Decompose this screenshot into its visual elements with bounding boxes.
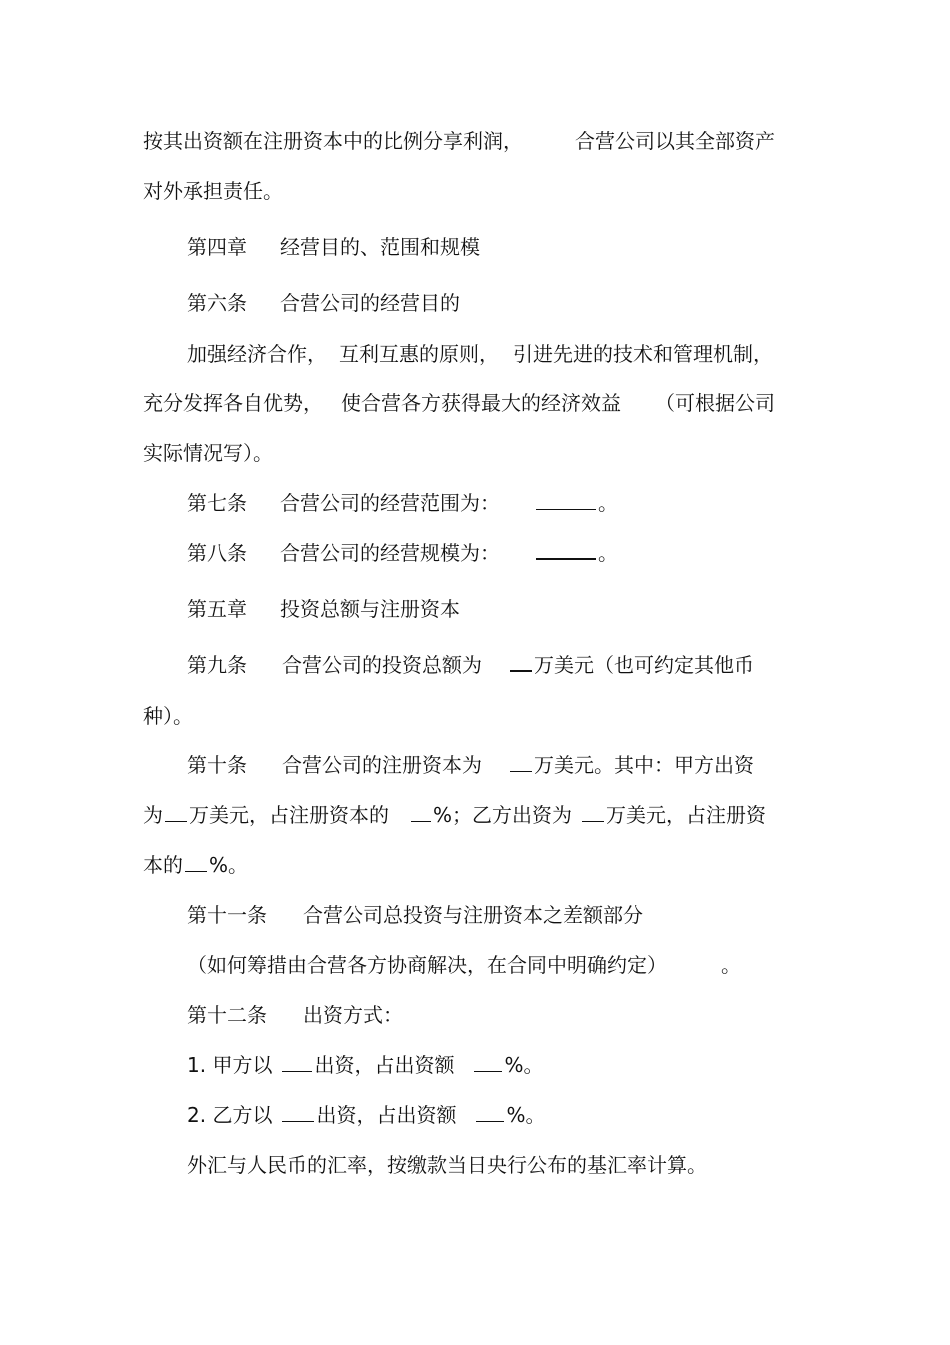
chapter-label: 第四章 <box>187 235 247 259</box>
text-segment: 出资，占出资额 <box>314 1053 455 1077</box>
fill-in-blank <box>536 491 596 510</box>
paragraph-line: 外汇与人民币的汇率，按缴款当日央行公布的基汇率计算。 <box>187 1153 707 1177</box>
text-segment: 万美元。其中：甲方出资 <box>534 753 754 777</box>
paragraph-line: 对外承担责任。 <box>143 179 283 203</box>
paragraph-line <box>143 128 775 154</box>
text-segment: 为 <box>143 803 163 827</box>
article-label: 第十一条 <box>187 903 267 927</box>
text-segment: 2. 乙方以 <box>187 1103 273 1127</box>
fill-in-blank <box>411 803 431 822</box>
fill-in-blank <box>582 803 604 822</box>
text-segment: 使合营各方获得最大的经济效益 <box>341 391 621 415</box>
article-line <box>187 902 643 928</box>
text-segment: （可根据公司 <box>655 391 775 415</box>
article-line <box>187 1002 403 1028</box>
article-label: 第十二条 <box>187 1003 267 1027</box>
text-segment: 合营公司的投资总额为 <box>282 653 482 677</box>
text-segment: 出资方式： <box>303 1003 403 1027</box>
text-segment: 合营公司的经营范围为： <box>280 491 500 515</box>
fill-in-blank <box>282 1053 312 1072</box>
text-segment: 引进先进的技术和管理机制， <box>513 342 773 366</box>
fill-in-blank <box>165 803 187 822</box>
text-segment: 合营公司的注册资本为 <box>282 753 482 777</box>
fill-in-blank <box>476 1103 504 1122</box>
text-segment: 1. 甲方以 <box>187 1053 273 1077</box>
chapter-heading <box>187 596 460 622</box>
article-line <box>187 652 754 678</box>
chapter-label: 第五章 <box>187 597 247 621</box>
text-segment: 万美元，占注册资 <box>606 803 767 827</box>
chapter-title: 经营目的、范围和规模 <box>280 235 480 259</box>
article-line <box>187 490 618 516</box>
text-segment: 按其出资额在注册资本中的比例分享利润， <box>143 129 523 153</box>
article-label: 第八条 <box>187 541 247 565</box>
text-segment: 互利互惠的原则， <box>339 342 499 366</box>
fill-in-blank <box>510 753 532 772</box>
article-label: 第九条 <box>187 653 247 677</box>
article-line <box>187 752 754 778</box>
text-segment: 。 <box>598 491 618 515</box>
list-item <box>187 1102 545 1128</box>
text-segment: 充分发挥各自优势， <box>143 391 323 415</box>
text-segment: %。 <box>506 1103 546 1127</box>
text-segment: 本的 <box>143 853 183 877</box>
text-segment: 。 <box>598 541 618 565</box>
text-segment: （如何筹措由合营各方协商解决，在合同中明确约定） <box>187 953 667 977</box>
paragraph-line <box>187 952 741 978</box>
chapter-heading <box>187 234 480 260</box>
text-segment: %。 <box>209 853 249 877</box>
paragraph-line: 实际情况写）。 <box>143 441 273 465</box>
paragraph-line: 种）。 <box>143 704 193 728</box>
paragraph-line <box>143 852 248 878</box>
text-segment: 。 <box>721 953 741 977</box>
text-segment: %；乙方出资为 <box>433 803 573 827</box>
article-line <box>187 540 618 566</box>
text-segment: 加强经济合作， <box>187 342 327 366</box>
fill-in-blank <box>536 540 596 560</box>
list-item <box>187 1052 543 1078</box>
fill-in-blank <box>474 1053 502 1072</box>
text-segment: %。 <box>504 1053 544 1077</box>
paragraph-line <box>143 802 766 828</box>
article-heading <box>187 290 460 316</box>
text-segment: 出资，占出资额 <box>316 1103 457 1127</box>
paragraph-line <box>143 390 775 416</box>
article-label: 第六条 <box>187 291 247 315</box>
fill-in-blank <box>510 652 532 672</box>
text-segment: 合营公司总投资与注册资本之差额部分 <box>303 903 643 927</box>
fill-in-blank <box>185 853 207 872</box>
chapter-title: 投资总额与注册资本 <box>280 597 460 621</box>
text-segment: 万美元（也可约定其他币 <box>534 653 754 677</box>
text-segment: 合营公司以其全部资产 <box>575 129 775 153</box>
text-segment: 万美元，占注册资本的 <box>189 803 389 827</box>
fill-in-blank <box>282 1103 314 1122</box>
article-label: 第十条 <box>187 753 247 777</box>
paragraph-line <box>187 341 773 367</box>
text-segment: 合营公司的经营规模为： <box>280 541 500 565</box>
article-title: 合营公司的经营目的 <box>280 291 460 315</box>
article-label: 第七条 <box>187 491 247 515</box>
